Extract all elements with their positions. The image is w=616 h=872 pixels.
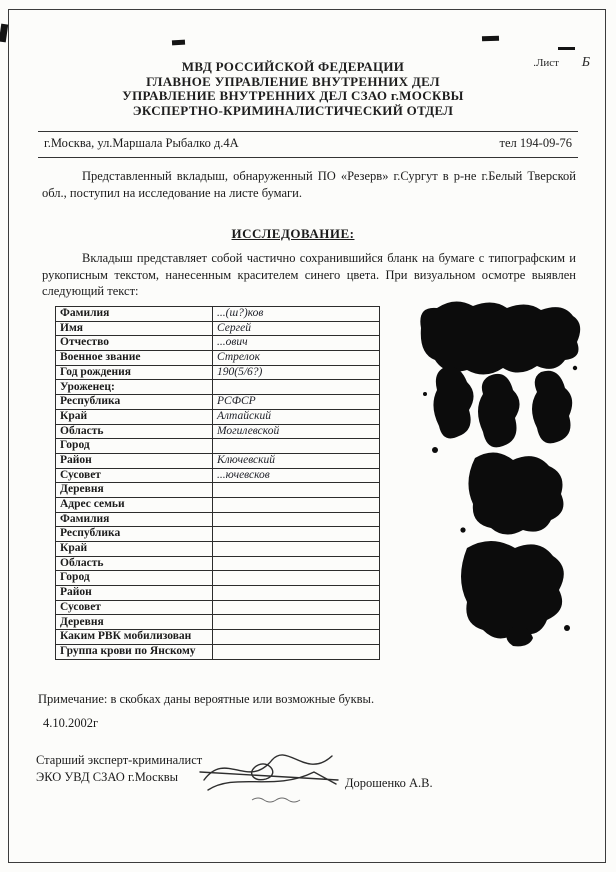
letterhead	[0, 60, 586, 118]
sheet-label: .Лист	[533, 57, 559, 69]
table-row	[56, 615, 380, 630]
scan-artifact	[558, 47, 575, 50]
field-label: Год рождения	[56, 365, 213, 380]
field-label: Отчество	[56, 336, 213, 351]
table-row	[56, 351, 380, 366]
table-row	[56, 409, 380, 424]
field-label: Край	[56, 409, 213, 424]
address-row	[44, 136, 572, 151]
field-value: ...(ш?)ков	[213, 307, 380, 322]
table-row	[56, 468, 380, 483]
field-value: ...ович	[213, 336, 380, 351]
field-value: Сергей	[213, 321, 380, 336]
field-value	[213, 380, 380, 395]
field-label: Адрес семьи	[56, 497, 213, 512]
table-row	[56, 439, 380, 454]
field-label: Республика	[56, 527, 213, 542]
table-row	[56, 542, 380, 557]
table-row	[56, 307, 380, 322]
table-row	[56, 365, 380, 380]
table-row	[56, 556, 380, 571]
description-paragraph: Вкладыш представляет собой частично сохранившийся бланк на бумаге с типографским и рукописным текстом, нанесенным красителем синего цвета. При визуальном осмотре выявлен следующий текст:	[42, 251, 576, 298]
field-label: Фамилия	[56, 512, 213, 527]
field-label: Каким РВК мобилизован	[56, 630, 213, 645]
phone-text: тел 194-09-76	[499, 136, 572, 150]
field-label: Сусовет	[56, 468, 213, 483]
section-title: ИССЛЕДОВАНИЕ:	[231, 226, 355, 241]
field-value	[213, 542, 380, 557]
sheet-number: Б	[581, 55, 590, 70]
field-label: Район	[56, 453, 213, 468]
table-row	[56, 321, 380, 336]
field-value: 190(5/6?)	[213, 365, 380, 380]
table-row	[56, 380, 380, 395]
field-label: Группа крови по Янскому	[56, 644, 213, 659]
table-row	[56, 424, 380, 439]
field-label: Имя	[56, 321, 213, 336]
table-row	[56, 571, 380, 586]
table-row	[56, 644, 380, 659]
field-label: Уроженец:	[56, 380, 213, 395]
field-label: Район	[56, 586, 213, 601]
field-value: Ключевский	[213, 453, 380, 468]
field-value	[213, 644, 380, 659]
field-label: Военное звание	[56, 351, 213, 366]
examiner-name: Дорошенко А.В.	[345, 776, 433, 790]
field-label: Деревня	[56, 615, 213, 630]
field-value	[213, 630, 380, 645]
field-value: РСФСР	[213, 395, 380, 410]
horizontal-rule	[38, 131, 578, 132]
letterhead-line-3: УПРАВЛЕНИЕ ВНУТРЕННИХ ДЕЛ СЗАО г.МОСКВЫ	[122, 88, 464, 104]
field-label: Город	[56, 571, 213, 586]
table-row	[56, 453, 380, 468]
scan-artifact	[482, 36, 499, 42]
letterhead-line-4: ЭКСПЕРТНО-КРИМИНАЛИСТИЧЕСКИЙ ОТДЕЛ	[132, 102, 454, 118]
examiner-title-block	[36, 752, 202, 785]
field-value	[213, 571, 380, 586]
table-row	[56, 630, 380, 645]
scan-artifact	[172, 40, 185, 46]
table-row	[56, 600, 380, 615]
field-value: Алтайский	[213, 409, 380, 424]
ink-stain	[415, 298, 587, 648]
field-label: Республика	[56, 395, 213, 410]
field-value	[213, 512, 380, 527]
date-text: 4.10.2002г	[43, 716, 99, 730]
field-label: Фамилия	[56, 307, 213, 322]
intro-paragraph: Представленный вкладыш, обнаруженный ПО «Резерв» г.Сургут в р-не г.Белый Тверской обл., поступил на исследование на листе бумаги.	[42, 169, 576, 200]
field-value	[213, 586, 380, 601]
table-row	[56, 336, 380, 351]
field-value: Могилевской	[213, 424, 380, 439]
scan-artifact	[0, 24, 8, 43]
table-row	[56, 483, 380, 498]
horizontal-rule	[38, 157, 578, 158]
table-row	[56, 527, 380, 542]
field-value	[213, 483, 380, 498]
field-value: Стрелок	[213, 351, 380, 366]
table-row	[56, 395, 380, 410]
field-label: Сусовет	[56, 600, 213, 615]
field-label: Край	[56, 542, 213, 557]
letterhead-line-2: ГЛАВНОЕ УПРАВЛЕНИЕ ВНУТРЕННИХ ДЕЛ	[146, 73, 440, 89]
examiner-title: Старший эксперт-криминалист	[36, 753, 203, 767]
field-value	[213, 600, 380, 615]
field-label: Город	[56, 439, 213, 454]
field-value	[213, 615, 380, 630]
field-value	[213, 497, 380, 512]
address-text: г.Москва, ул.Маршала Рыбалко д.4А	[44, 136, 239, 150]
field-value	[213, 527, 380, 542]
table-row	[56, 497, 380, 512]
record-table-body	[56, 307, 380, 660]
examiner-unit: ЭКО УВД СЗАО г.Москвы	[36, 769, 179, 784]
field-value	[213, 556, 380, 571]
field-label: Область	[56, 424, 213, 439]
record-table	[55, 306, 380, 660]
signature-scribble	[196, 738, 346, 812]
field-label: Область	[56, 556, 213, 571]
note-text: Примечание: в скобках даны вероятные или возможные буквы.	[38, 692, 375, 706]
table-row	[56, 512, 380, 527]
field-value: ...ючевсков	[213, 468, 380, 483]
table-row	[56, 586, 380, 601]
field-value	[213, 439, 380, 454]
field-label: Деревня	[56, 483, 213, 498]
letterhead-line-1: МВД РОССИЙСКОЙ ФЕДЕРАЦИИ	[181, 59, 405, 74]
